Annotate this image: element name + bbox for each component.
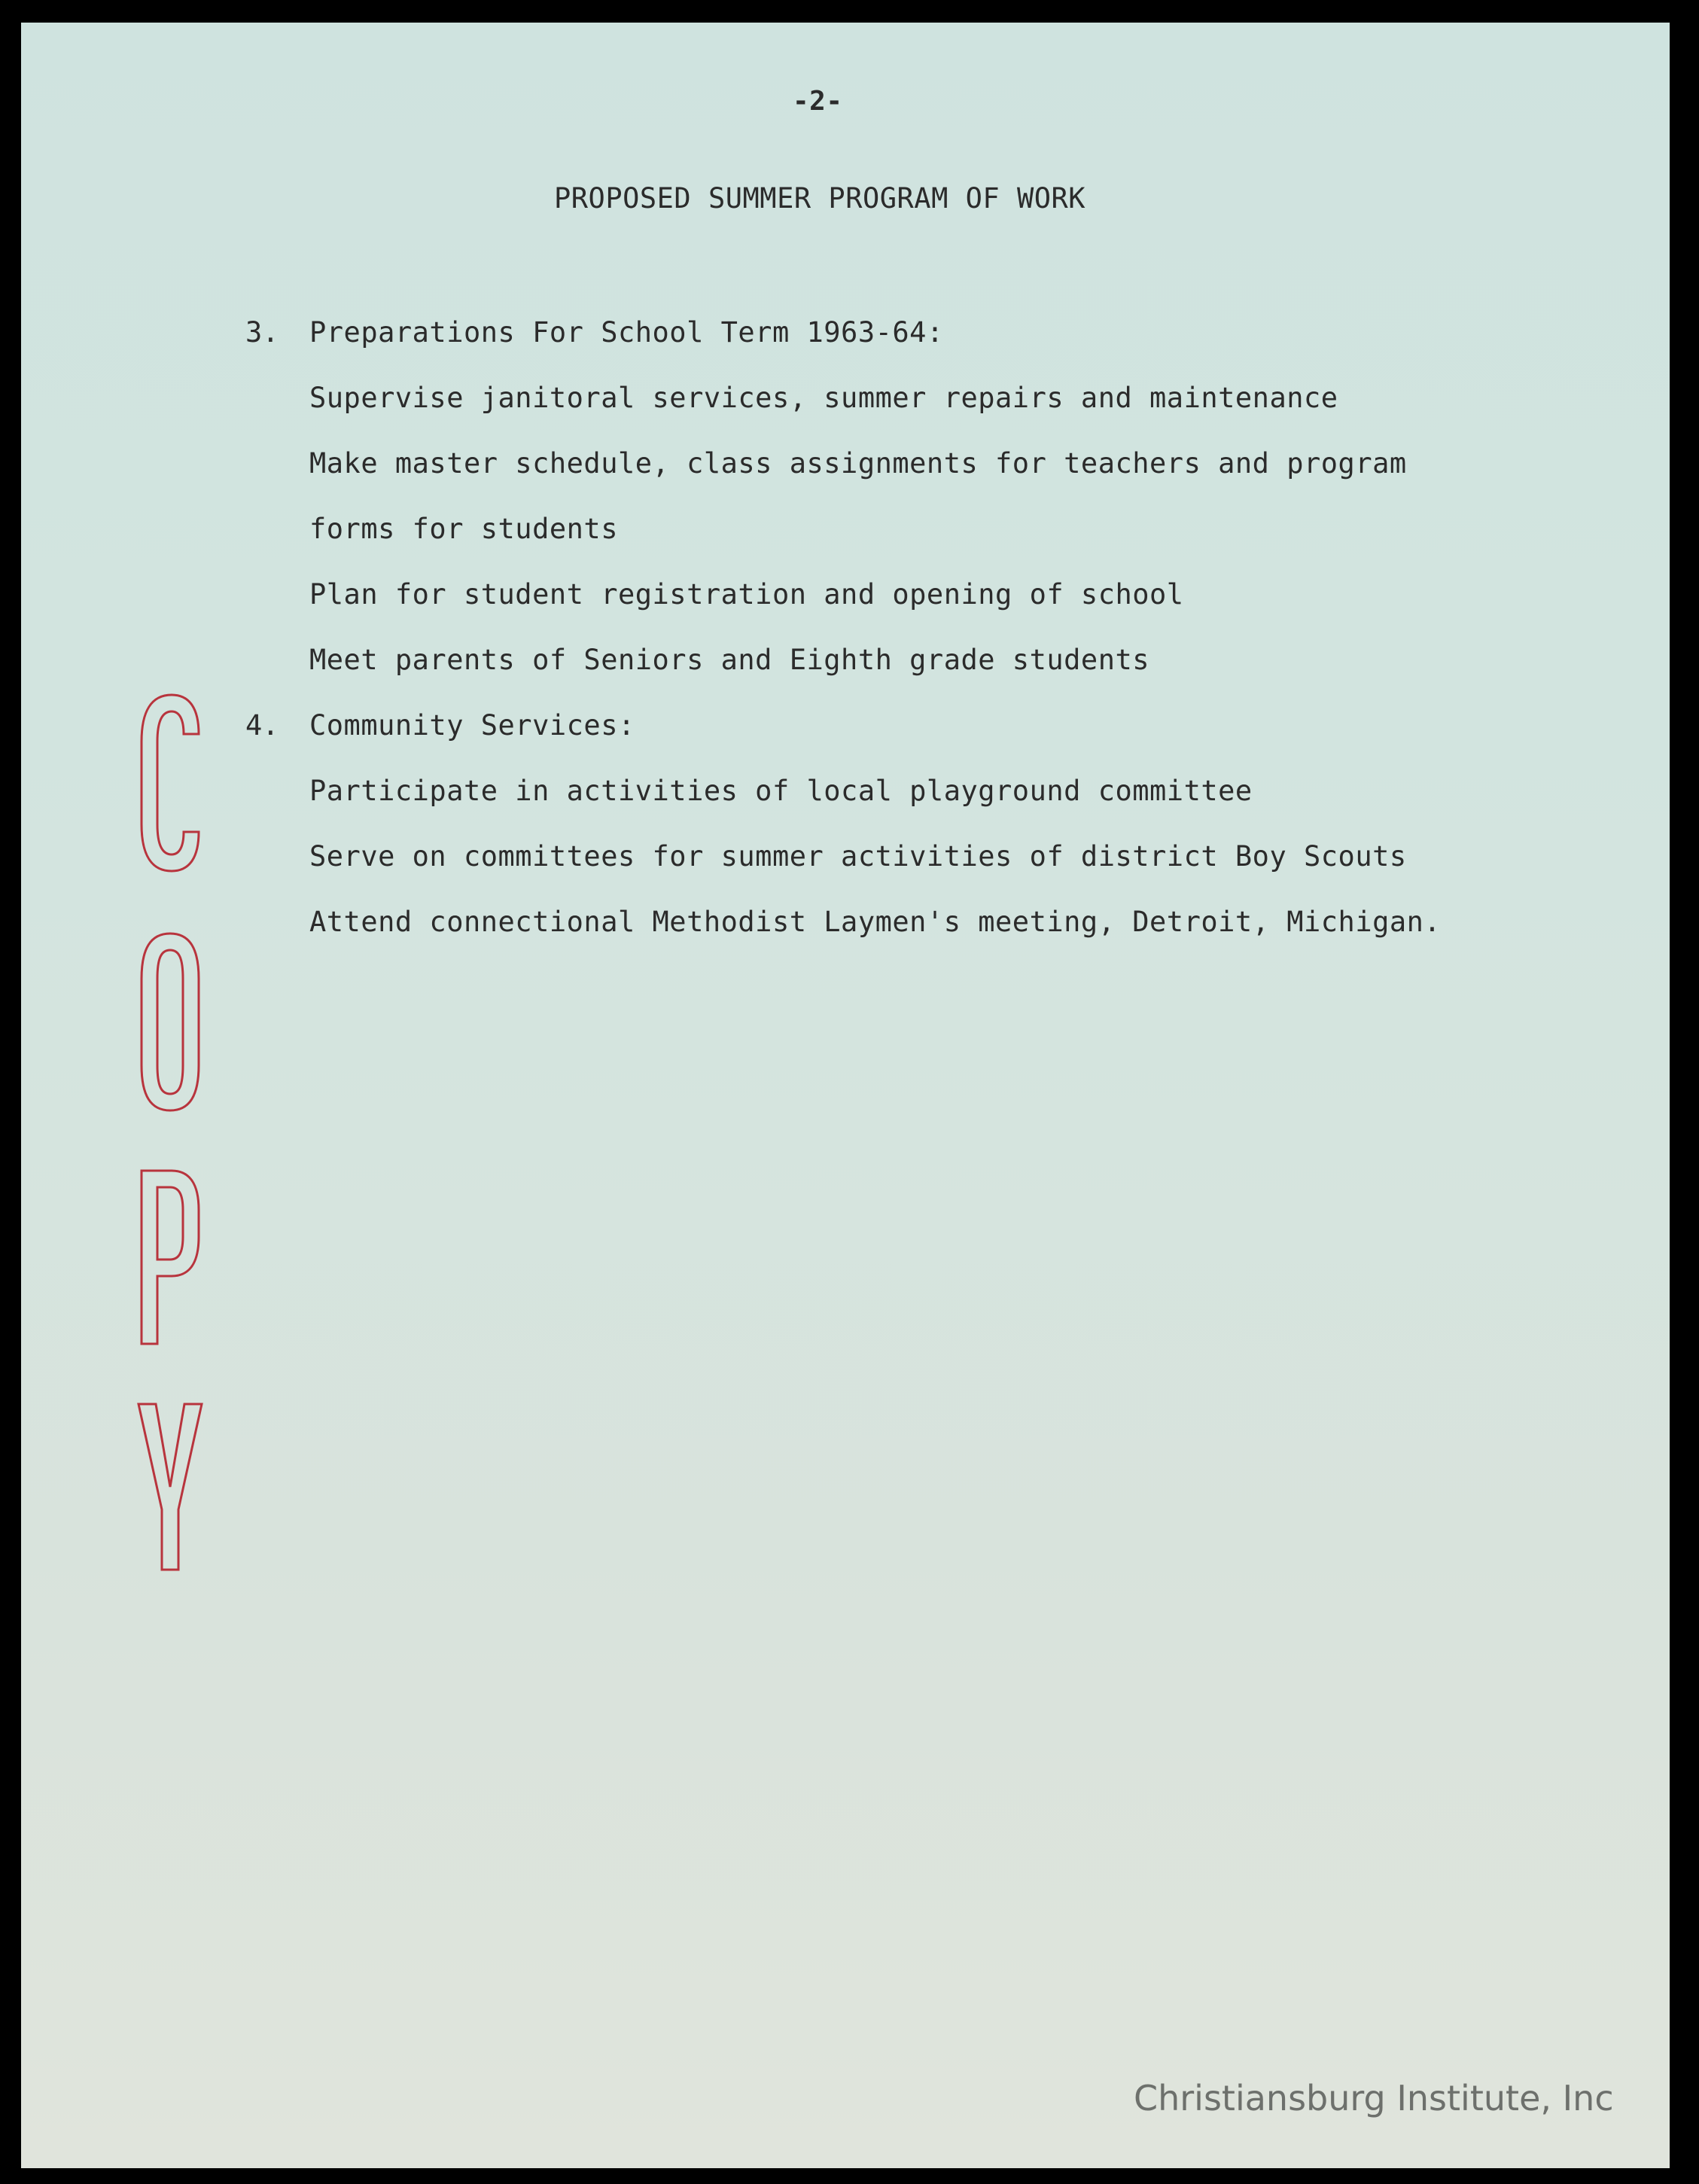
section-line: Plan for student registration and opening of school	[309, 578, 1184, 611]
document-title: PROPOSED SUMMER PROGRAM OF WORK	[554, 182, 1086, 215]
section-number: 4.	[245, 709, 279, 742]
section-line: Participate in activities of local playground committee	[309, 775, 1253, 807]
section-heading: Community Services:	[309, 709, 635, 742]
section-line: forms for students	[309, 513, 618, 545]
section-line: Make master schedule, class assignments for teachers and program	[309, 447, 1407, 480]
watermark: Christiansburg Institute, Inc	[1134, 2078, 1614, 2119]
section-number: 3.	[245, 316, 279, 349]
document-page	[21, 23, 1670, 2168]
copy-stamp	[132, 689, 208, 1577]
section-line: Meet parents of Seniors and Eighth grade students	[309, 644, 1150, 676]
section-heading: Preparations For School Term 1963-64:	[309, 316, 944, 349]
section-line: Attend connectional Methodist Laymen's meeting, Detroit, Michigan.	[309, 906, 1442, 938]
section-line: Supervise janitoral services, summer repairs and maintenance	[309, 382, 1338, 414]
section-line: Serve on committees for summer activities of district Boy Scouts	[309, 840, 1407, 873]
page-number: -2-	[793, 86, 843, 117]
